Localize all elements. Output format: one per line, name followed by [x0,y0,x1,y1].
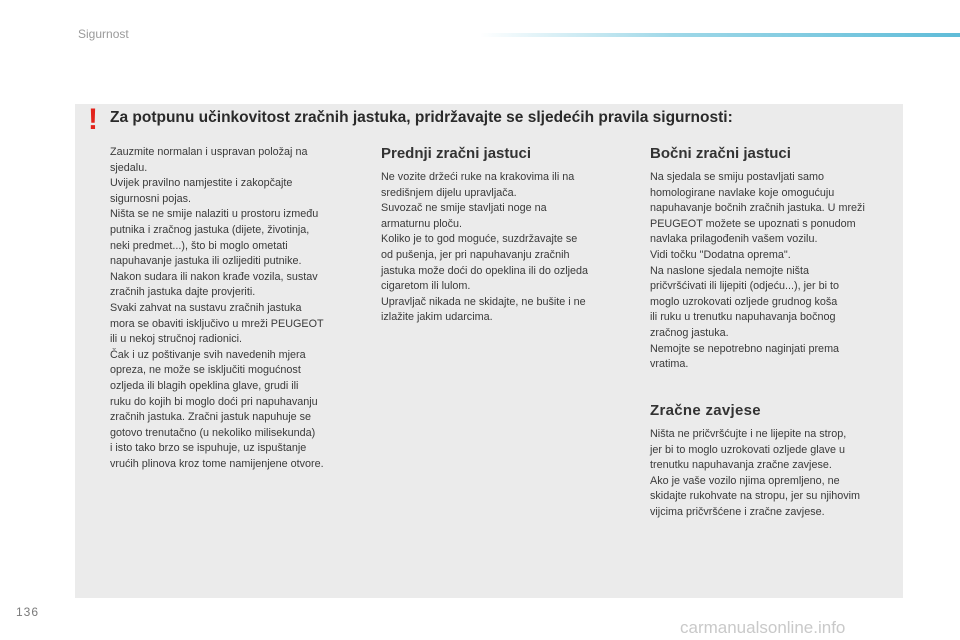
text-line: Uvijek pravilno namjestite i zakopčajte [110,177,293,190]
text-line: Upravljač nikada ne skidajte, ne bušite i ne [381,295,586,308]
text-line: putnika i zračnog jastuka (dijete, životinja, [110,223,310,236]
text-line: i isto tako brzo se ispuhuje, uz ispuštanje [110,442,307,455]
text-line: ozljeda ili blagih opeklina glave, grudi ili [110,379,299,392]
text-line: Čak i uz poštivanje svih navedenih mjera [110,348,306,361]
text-line: od pušenja, jer pri napuhavanju zračnih [381,248,570,261]
page-number: 136 [16,605,40,619]
text-line: ili u nekoj stručnoj radionici. [110,333,243,346]
text-line: sjedalu. [110,161,148,174]
text-line: Ništa ne pričvršćujte i ne lijepite na strop, [650,428,847,440]
text-line: vratima. [650,358,689,371]
text-line: opreza, ne može se isključiti mogućnost [110,364,301,377]
text-line: homologirane navlake koje omogućuju [650,186,835,199]
general-rules-text [110,145,370,472]
side-airbags-column [650,145,902,373]
text-line: skidajte rukohvate na stropu, jer su njihovim [650,490,861,503]
section-title: Sigurnost [78,27,129,41]
text-line: Vidi točku "Dodatna oprema". [650,248,791,261]
text-line: navlaka prilagođenih vašem vozilu. [650,233,818,246]
panel-headline: Za potpunu učinkovitost zračnih jastuka, pridržavajte se sljedećih pravila sigurnosti: [110,109,733,126]
text-line: ili ruku u trenutku napuhavanja bočnog [650,311,836,324]
text-line: armaturnu ploču. [381,217,463,230]
text-line: sigurnosni pojas. [110,192,192,205]
text-line: jer bi to moglo uzrokovati ozljede glave u [650,443,846,456]
text-line: napuhavanje bočnih zračnih jastuka. U mreži [650,202,865,215]
text-line: Na naslone sjedala nemojte ništa [650,264,810,277]
curtain-airbags-column [650,402,902,521]
text-line: Ništa se ne smije nalaziti u prostoru između [110,208,319,221]
watermark: carmanualsonline.info [680,618,846,637]
text-line: napuhavanje jastuka ili ozlijediti putnike. [110,255,302,268]
text-line: Nakon sudara ili nakon krađe vozila, sustav [110,270,318,283]
text-line: trenutku napuhavanja zračne zavjese. [650,459,832,472]
text-line: Svaki zahvat na sustavu zračnih jastuka [110,301,302,314]
general-rules-column [110,145,370,472]
front-airbags-heading: Prednji zračni jastuci [381,145,532,162]
text-line: zračnih jastuka. Zračni jastuk napuhuje se [110,411,312,424]
text-line: pričvršćivati ili lijepiti (odjeću...), jer bi to [650,280,839,293]
text-line: Zauzmite normalan i uspravan položaj na [110,146,308,158]
text-line: Na sjedala se smiju postavljati samo [650,171,825,183]
text-line: mora se obaviti isključivo u mreži PEUGEOT [110,317,324,330]
text-line: izlažite jakim udarcima. [381,311,493,324]
front-airbags-text [381,170,633,326]
text-line: Nemojte se nepotrebno naginjati prema [650,342,840,355]
text-line: moglo uzrokovati ozljede grudnog koša [650,295,838,308]
text-line: Koliko je to god moguće, suzdržavajte se [381,233,578,246]
side-airbags-heading: Bočni zračni jastuci [650,145,791,162]
text-line: središnjem dijelu upravljača. [381,186,517,199]
text-line: neki predmet...), što bi moglo ometati [110,239,288,252]
text-line: cigaretom ili lulom. [381,280,471,293]
text-line: vijcima pričvršćene i zračne zavjese. [650,505,825,518]
text-line: PEUGEOT možete se upoznati s ponudom [650,217,856,230]
text-line: Suvozač ne smije stavljati noge na [381,202,547,215]
front-airbags-column [381,145,633,326]
text-line: vrućih plinova kroz tome namijenjene otvore. [110,457,324,470]
text-line: zračnog jastuka. [650,326,729,339]
text-line: ruku do kojih bi moglo doći pri napuhavanju [110,395,318,408]
side-airbags-text [650,170,902,373]
text-line: Ne vozite držeći ruke na krakovima ili na [381,171,575,183]
accent-bar [480,33,960,37]
curtain-airbags-heading: Zračne zavjese [650,402,761,419]
text-line: gotovo trenutačno (u nekoliko milisekunda) [110,426,316,439]
curtain-airbags-text [650,427,902,521]
text-line: zračnih jastuka dajte provjeriti. [110,286,256,299]
exclamation-warning-icon: ! [88,103,98,136]
text-line: Ako je vaše vozilo njima opremljeno, ne [650,474,840,487]
text-line: jastuka može doći do opeklina ili do ozljeda [381,264,589,277]
